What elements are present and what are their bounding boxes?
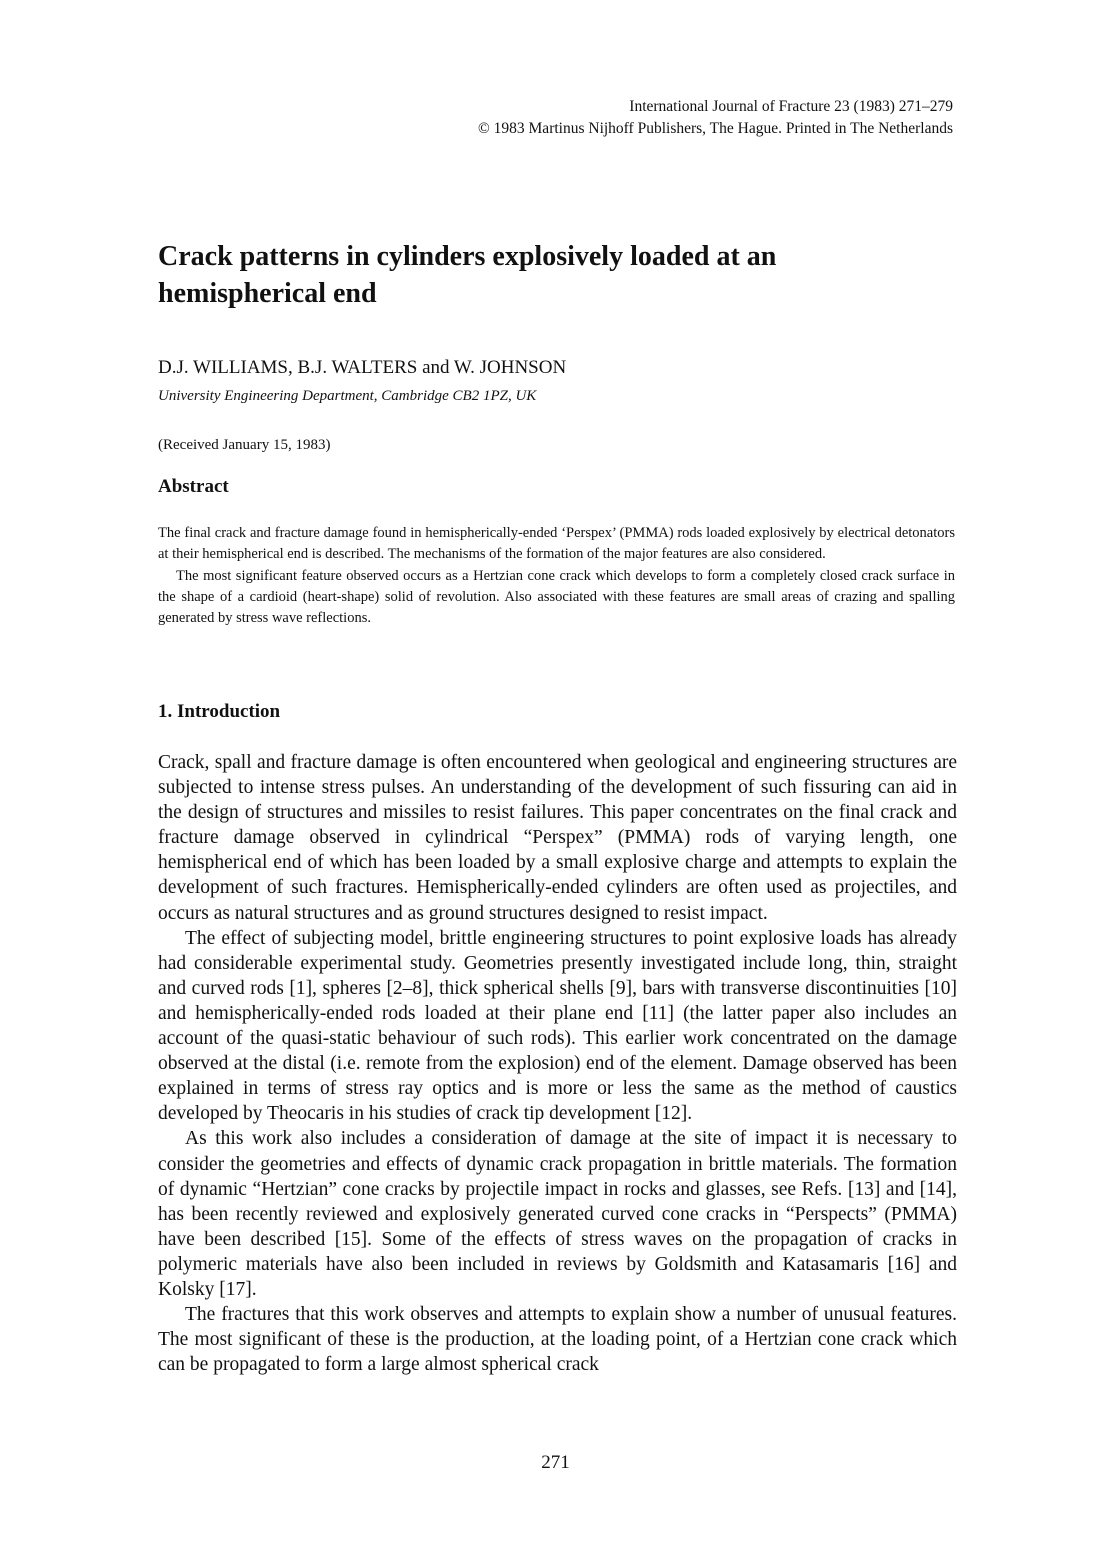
page-number: 271 — [541, 1452, 570, 1473]
body-paragraph: As this work also includes a consideration of damage at the site of impact it is necessary to consider the geometries and effects of dynamic crack propagation in brittle materials. The formation of dynamic “Hertzian” cone cracks by projectile impact in rocks and glasses, see Refs. [13] and [14], has been recently reviewed and explosively generated curved cone cracks in “Perspects” (PMMA) have been described [15]. Some of the effects of stress waves on the propagation of cracks in polymeric materials have also been included in reviews by Goldsmith and Katasamaris [16] and Kolsky [17]. — [158, 1128, 957, 1300]
journal-copyright: © 1983 Martinus Nijhoff Publishers, The Hague. Printed in The Netherlands — [478, 120, 953, 137]
introduction-body — [158, 750, 957, 1377]
received-date: (Received January 15, 1983) — [158, 437, 331, 453]
abstract-heading: Abstract — [158, 476, 229, 497]
body-paragraph: Crack, spall and fracture damage is often encountered when geological and engineering structures are subjected to intense stress pulses. An understanding of the development of such fissuring can aid in the design of structures and missiles to resist failures. This paper concentrates on the final crack and fracture damage observed in cylindrical “Perspex” (PMMA) rods of varying length, one hemispherical end of which has been loaded by a small explosive charge and attempts to explain the development of such fractures. Hemispherically-ended cylinders are often used as projectiles, and occurs as natural structures and as ground structures designed to resist impact. — [158, 752, 957, 924]
abstract-paragraph: The final crack and fracture damage found in hemispherically-ended ‘Perspex’ (PMMA) rods loaded explosively by electrical detonators at their hemispherical end is described. The mechanisms of the formation of the major features are also considered. — [158, 525, 955, 563]
abstract-body — [158, 523, 955, 629]
journal-header — [478, 96, 953, 140]
body-paragraph: The fractures that this work observes and attempts to explain show a number of unusual features. The most significant of these is the production, at the loading point, of a Hertzian cone crack which can be propagated to form a large almost spherical crack — [158, 1304, 957, 1376]
journal-citation: International Journal of Fracture 23 (1983) 271–279 — [629, 98, 953, 115]
abstract-paragraph: The most significant feature observed occurs as a Hertzian cone crack which develops to form a completely closed crack surface in the shape of a cardioid (heart-shape) solid of revolution. Also associated with these features are small areas of crazing and spalling generated by stress wave reflections. — [158, 567, 955, 627]
article-authors: D.J. WILLIAMS, B.J. WALTERS and W. JOHNSON — [158, 357, 567, 378]
article-title: Crack patterns in cylinders explosively loaded at an hemispherical end — [158, 241, 777, 309]
body-paragraph: The effect of subjecting model, brittle engineering structures to point explosive loads has already had considerable experimental study. Geometries presently investigated include long, thin, straight and curved rods [1], spheres [2–8], thick spherical shells [9], bars with transverse discontinuities [10] and hemispherically-ended rods loaded at their plane end [11] (the latter paper also includes an account of the quasi-static behaviour of such rods). This earlier work concentrated on the damage observed at the distal (i.e. remote from the explosion) end of the element. Damage observed has been explained in terms of stress ray optics and is more or less the same as the method of caustics developed by Theocaris in his studies of crack tip development [12]. — [158, 927, 957, 1125]
article-affiliation: University Engineering Department, Cambridge CB2 1PZ, UK — [158, 388, 537, 404]
section-heading-introduction: 1. Introduction — [158, 701, 281, 722]
